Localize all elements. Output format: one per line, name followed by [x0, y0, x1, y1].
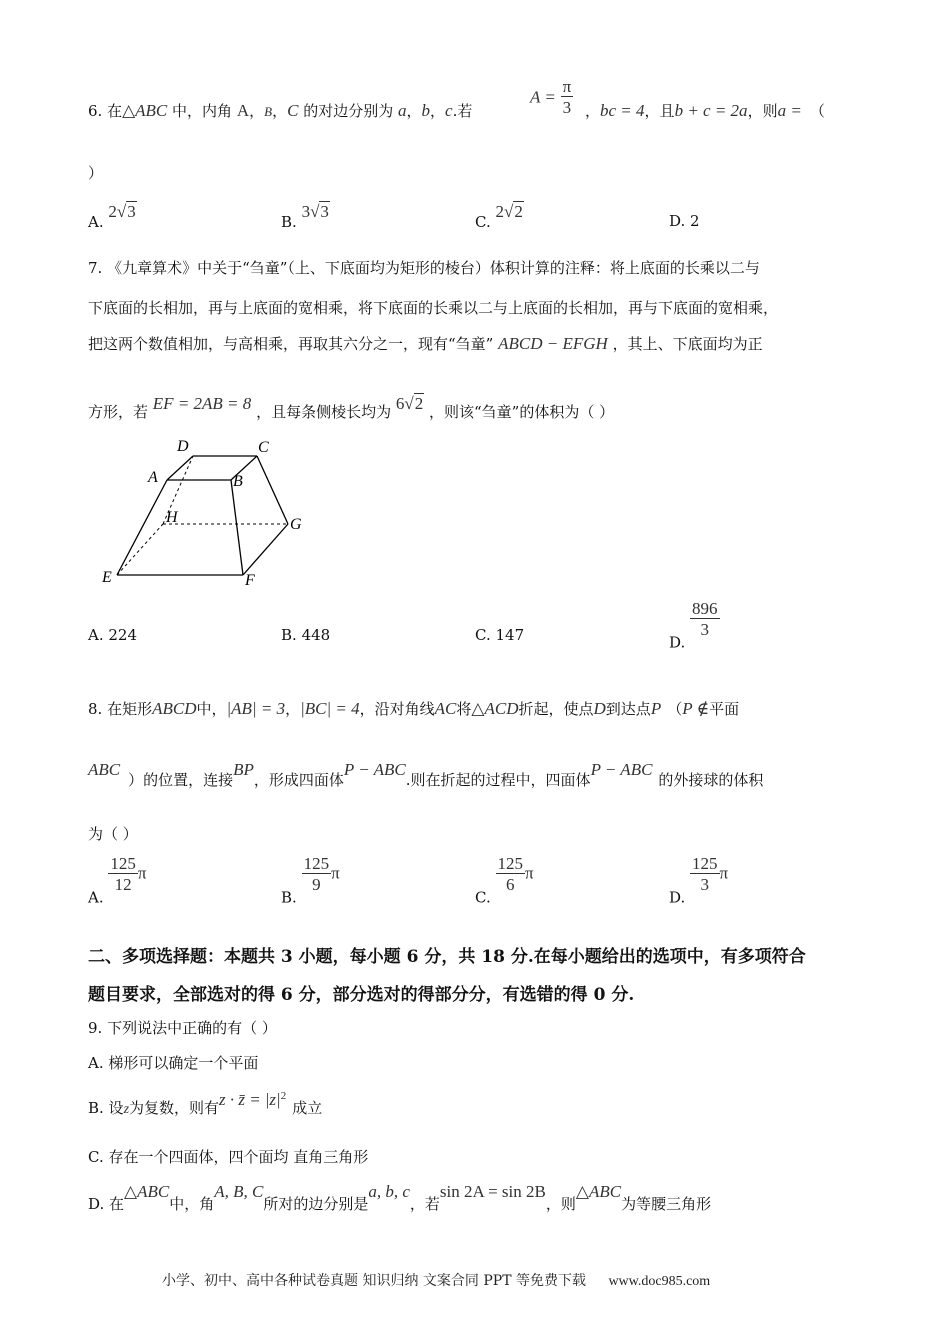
q8-plane: ABC — [88, 760, 121, 779]
q8-text: （ — [667, 700, 683, 718]
q8-option-c[interactable] — [475, 855, 534, 906]
radicand: 3 — [320, 202, 329, 221]
sides: a, b, c — [368, 1182, 410, 1201]
q6-sep: ， — [585, 102, 601, 120]
q6-text: 中，内角 — [167, 102, 237, 120]
option-label: D. — [669, 212, 686, 230]
q6-stem — [88, 100, 472, 121]
q9-option-d[interactable] — [88, 1182, 711, 1214]
option-text: B. 设 — [88, 1099, 124, 1117]
q6-cond-sum: b + c = 2a — [674, 101, 748, 120]
angles: A, B, C — [214, 1182, 264, 1201]
option-text: 中，角 — [169, 1195, 215, 1213]
q6-text: ，且 — [644, 102, 675, 120]
q8-triangle: △ACD — [471, 699, 519, 718]
q8-option-a[interactable] — [88, 855, 146, 906]
q6-pi-over-3 — [561, 78, 574, 117]
q7-text: ，其上、下底面均为正 — [612, 335, 763, 353]
label-f: F — [245, 572, 255, 589]
pi-symbol: π — [525, 863, 534, 883]
q8-ab: |AB| = 3 — [226, 699, 286, 718]
option-text: ，则 — [545, 1195, 576, 1213]
q8-ac: AC — [434, 699, 457, 718]
q8-line-2 — [88, 760, 763, 790]
q8-text: 折起，使点 — [518, 700, 594, 718]
q8-line-1 — [88, 698, 739, 719]
sine-condition: sin 2A = sin 2B — [439, 1182, 546, 1201]
q6-sep: ， — [430, 102, 446, 120]
option-text: 为复数，则有 — [129, 1099, 220, 1117]
q6-angle-c: C — [287, 101, 299, 120]
exponent: 2 — [280, 1090, 287, 1102]
modulus: |z| — [264, 1090, 281, 1109]
footer-text: 小学、初中、高中各种试卷真题 知识归纳 文案合同 PPT 等免费下载 — [162, 1273, 586, 1289]
triangle: △ABC — [575, 1182, 622, 1201]
option-label: A. — [88, 626, 104, 644]
q6-cond-bc: bc = 4 — [600, 101, 645, 120]
q7-option-c[interactable] — [475, 626, 524, 644]
q8-line-3: 为（ ） — [88, 825, 138, 843]
q8-option-b[interactable] — [281, 855, 340, 906]
q9-option-b[interactable] — [88, 1090, 322, 1118]
q7-frustum-figure — [95, 432, 315, 592]
option-text: D. 在 — [88, 1195, 125, 1213]
label-b: B — [233, 473, 243, 490]
option-text: 成立 — [292, 1099, 323, 1117]
frac-den: 12 — [108, 873, 138, 894]
option-value: 147 — [495, 626, 525, 644]
q6-frac-num: π — [562, 77, 572, 96]
q8-not-in: P ∉ — [682, 699, 710, 718]
label-e: E — [102, 569, 112, 586]
q6-sep: ， — [272, 102, 288, 120]
q8-text: 到达点 — [605, 700, 651, 718]
q9-option-a[interactable]: A. 梯形可以确定一个平面 — [88, 1054, 259, 1072]
q7-line-4 — [88, 394, 614, 422]
q6-angle-a: A — [236, 101, 250, 120]
q6-text: 的对边分别为 — [298, 102, 398, 120]
q6-text: ，则 — [747, 102, 778, 120]
q6-stem-tail — [585, 100, 825, 121]
option-label: C. — [475, 213, 491, 231]
option-label: B. — [281, 213, 297, 231]
sqrt-icon: √2 — [504, 202, 523, 221]
q8-bc: |BC| = 4 — [300, 699, 360, 718]
q8-text: ，形成四面体 — [253, 771, 344, 789]
q8-text: 8. 在矩形 — [88, 700, 153, 718]
pi-symbol: π — [719, 863, 729, 883]
q8-text: 将 — [456, 700, 472, 718]
q8-text: 平面 — [709, 700, 740, 718]
q8-rect: ABCD — [152, 699, 197, 718]
label-g: G — [290, 516, 302, 533]
q6-option-a[interactable] — [88, 202, 137, 231]
option-label: A. — [88, 213, 104, 231]
pi-symbol: π — [331, 863, 340, 883]
q6-option-d[interactable] — [669, 212, 700, 230]
frac-num: 125 — [692, 854, 718, 873]
q8-text: .则在折起的过程中，四面体 — [405, 771, 591, 789]
pi-symbol: π — [137, 863, 147, 883]
q6-prefix: 6. 在 — [88, 102, 123, 120]
sqrt-icon: √2 — [404, 394, 424, 413]
sqrt-icon: √3 — [116, 202, 136, 221]
section2-heading-line-1: 二、多项选择题：本题共 3 小题，每小题 6 分，共 18 分.在每小题给出的选项中，有多项符合 — [88, 947, 806, 967]
q7-option-a[interactable] — [88, 626, 137, 644]
option-text: 为等腰三角形 — [621, 1195, 712, 1213]
triangle: △ABC — [124, 1182, 170, 1201]
q7-text: 把这两个数值相加，与高相乘，再取其六分之一，现有“刍童” — [88, 335, 494, 353]
option-value: 2 — [690, 212, 700, 230]
edge-ad — [167, 456, 193, 480]
option-value: 224 — [108, 626, 138, 644]
q6-side-b: b — [421, 101, 430, 120]
q6-paren-close: ） — [88, 164, 104, 182]
edge-fg — [243, 524, 288, 575]
option-text: ，若 — [409, 1195, 440, 1213]
q7-line-3 — [88, 333, 763, 354]
q7-line-1: 7. 《九章算术》中关于“刍童”（上、下底面均为矩形的棱台）体积计算的注释：将上底面的长乘以二与 — [88, 259, 760, 277]
label-c: C — [258, 439, 269, 456]
q6-text: .若 — [452, 102, 473, 120]
q8-tetrahedron: P − ABC — [343, 760, 406, 779]
option-coef: 2 — [495, 202, 504, 221]
option-fraction — [302, 855, 332, 894]
q6-side-a: a — [397, 101, 407, 120]
edge-ea — [117, 480, 167, 575]
edge-fb — [231, 480, 243, 575]
frac-den: 3 — [690, 873, 720, 894]
option-label: C. — [475, 888, 491, 907]
edge-gc — [257, 456, 288, 524]
q6-cond-lhs: A = — [530, 87, 556, 107]
q6-side-c: c — [445, 101, 453, 120]
option-label: D. — [669, 888, 686, 907]
q8-text: ， — [285, 700, 301, 718]
q6-sep: ， — [249, 102, 265, 120]
q7-line-2: 下底面的长相加，再与上底面的宽相乘，将下底面的长乘以二与上底面的长相加，再与下底面的宽相乘， — [88, 299, 779, 317]
q8-text: ）的位置，连接 — [128, 771, 234, 789]
q9-stem: 9. 下列说法中正确的有（ ） — [88, 1019, 277, 1037]
q8-tetrahedron: P − ABC — [590, 760, 653, 779]
section2-heading-line-2: 题目要求，全部选对的得 6 分，部分选对的得部分分，有选错的得 0 分. — [88, 985, 635, 1005]
option-fraction — [108, 855, 138, 894]
frac-den: 3 — [690, 618, 720, 639]
q7-text: ，且每条侧棱长均为 — [256, 403, 392, 421]
q6-triangle: △ABC — [122, 101, 168, 120]
radicand: 2 — [514, 202, 523, 221]
q6-option-b[interactable] — [281, 202, 330, 231]
q8-bp: BP — [233, 760, 254, 779]
frac-num: 125 — [110, 854, 136, 873]
label-d: D — [177, 438, 189, 455]
q7-option-b[interactable] — [281, 626, 330, 644]
option-label: A. — [88, 888, 104, 907]
q6-frac-den: 3 — [561, 96, 574, 117]
option-coef: 3 — [301, 202, 311, 221]
page-footer — [162, 1270, 710, 1290]
q6-condition-a — [530, 78, 573, 117]
q6-paren-open: （ — [809, 102, 825, 120]
conj-product: z · z̄ = — [219, 1090, 261, 1109]
q7-ef-condition: EF = 2AB = 8 — [152, 394, 252, 413]
q6-option-c[interactable] — [475, 202, 524, 231]
option-label: C. — [475, 626, 491, 644]
q7-edge-coef: 6 — [395, 394, 405, 413]
q7-text: 方形，若 — [88, 403, 149, 421]
q7-text: ，则该“刍童”的体积为（ ） — [428, 403, 615, 421]
q9-option-c[interactable]: C. 存在一个四面体，四个面均 直角三角形 — [88, 1148, 369, 1166]
var-z: z — [123, 1102, 130, 1117]
label-h: H — [166, 509, 178, 526]
frac-num: 125 — [497, 854, 523, 873]
footer-link[interactable]: www.doc985.com — [608, 1274, 711, 1289]
radicand: 3 — [127, 202, 136, 221]
frac-den: 6 — [496, 873, 526, 894]
label-a: A — [148, 469, 158, 486]
sqrt-icon: √3 — [310, 202, 329, 221]
option-coef: 2 — [108, 202, 117, 221]
radicand: 2 — [414, 394, 424, 413]
option-fraction — [690, 855, 720, 894]
q8-text: 的外接球的体积 — [658, 771, 764, 789]
frac-den: 9 — [302, 873, 332, 894]
q6-sep: ， — [406, 102, 422, 120]
q8-option-d[interactable] — [669, 855, 728, 906]
option-label: D. — [669, 633, 686, 652]
q8-text: ，沿对角线 — [359, 700, 435, 718]
frac-num: 896 — [692, 599, 718, 618]
q7-frustum-name: ABCD − EFGH — [498, 334, 608, 353]
q6-ask: a = — [777, 101, 802, 120]
frac-num: 125 — [303, 854, 330, 873]
option-label: B. — [281, 888, 297, 907]
q8-point-p: P — [650, 699, 662, 718]
option-label: B. — [281, 626, 297, 644]
option-fraction — [690, 600, 720, 639]
q7-option-d[interactable] — [669, 600, 720, 651]
option-text: 所对的边分别是 — [263, 1195, 369, 1213]
option-value: 448 — [301, 626, 331, 644]
q8-text: 中， — [196, 700, 227, 718]
option-fraction — [496, 855, 526, 894]
q8-point-d: D — [593, 699, 606, 718]
q6-angle-b: B — [264, 104, 273, 119]
